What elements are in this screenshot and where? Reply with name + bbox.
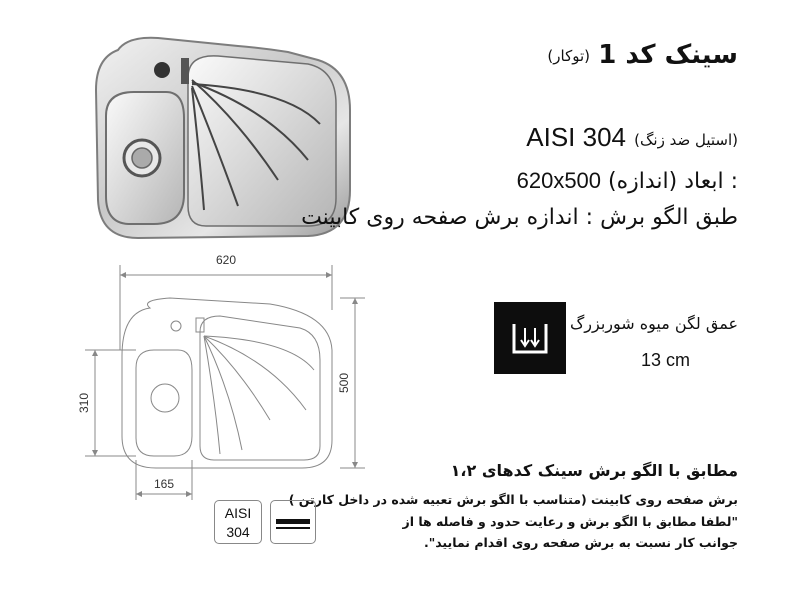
- inset-mount-icon: [270, 500, 316, 544]
- depth-label: عمق لگن میوه شوربزرگ: [569, 314, 738, 333]
- bowl-width-dimension-label: 165: [153, 477, 175, 491]
- technical-drawing: [70, 250, 370, 500]
- note-line-3: جوانب کار نسبت به برش صفحه روی اقدام نمایید".: [423, 535, 738, 550]
- steel-label: (استیل ضد زنگ): [634, 131, 738, 149]
- cutout-spec: طبق الگو برش : اندازه برش صفحه روی کابینت: [301, 205, 738, 230]
- width-dimension-label: 620: [215, 253, 237, 267]
- steel-grade: AISI 304: [526, 122, 626, 152]
- deep-bowl-icon: [494, 302, 566, 374]
- aisi-badge: [214, 500, 262, 544]
- product-subtitle: (توکار): [547, 47, 590, 65]
- height-dimension-label: 500: [337, 372, 351, 394]
- dimensions-label: : ابعاد (اندازه): [608, 169, 738, 194]
- note-line-1: برش صفحه روی کابینت (متناسب با الگو برش تعبیه شده در داخل کارتن ): [288, 492, 738, 507]
- bowl-height-dimension-label: 310: [77, 392, 91, 414]
- aisi-badge-line2: 304: [226, 524, 250, 540]
- depth-value: 13 cm: [641, 350, 691, 370]
- dimensions: [517, 168, 738, 194]
- aisi-badge-line1: AISI: [224, 505, 252, 521]
- note-line-2: "لطفا مطابق با الگو برش و رعایت حدود و فاصله ها از: [402, 514, 738, 529]
- notes-title: مطابق با الگو برش سینک کدهای ۱،۲: [450, 461, 738, 480]
- dimensions-value: 620x500: [516, 168, 602, 193]
- product-title: سینک کد 1: [598, 40, 738, 70]
